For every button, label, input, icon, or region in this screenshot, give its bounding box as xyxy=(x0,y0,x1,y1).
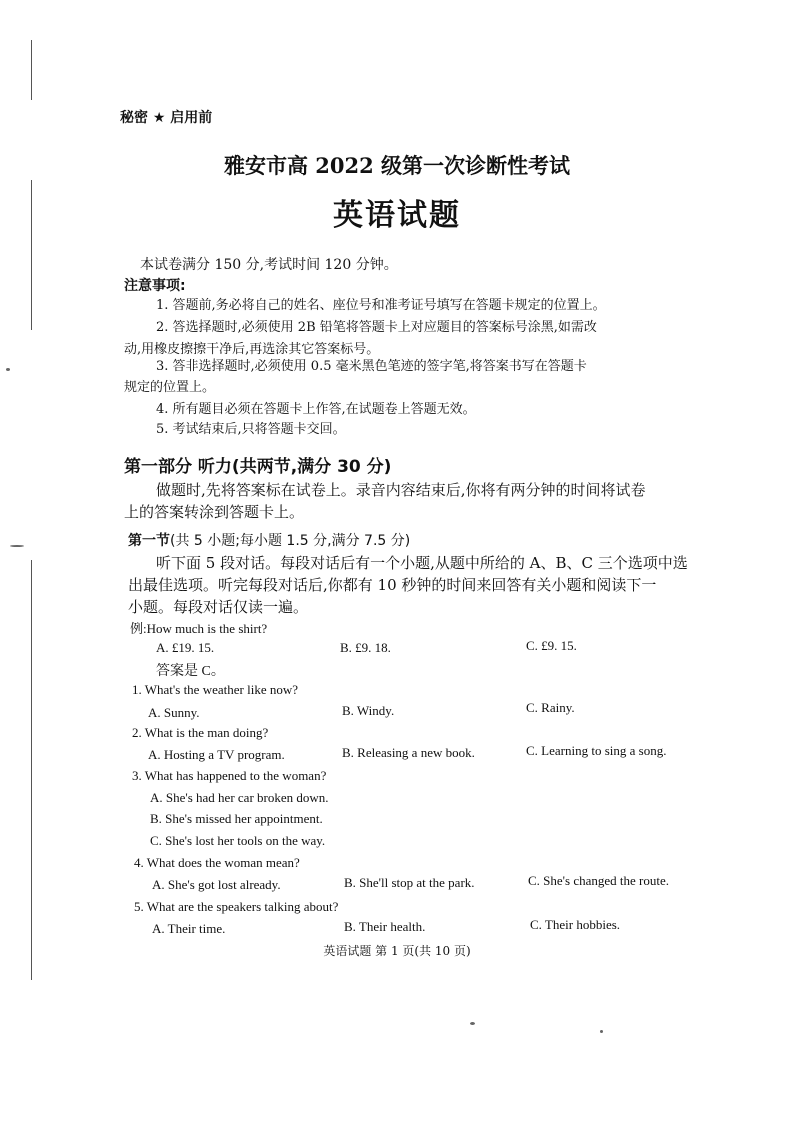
question-1-option-b: B. Windy. xyxy=(342,703,395,718)
notice-line: 4. 所有题目必须在答题卡上作答,在试题卷上答题无效。 xyxy=(156,402,476,417)
exam-subtitle: 英语试题 xyxy=(333,198,461,233)
notice-line: 动,用橡皮擦擦干净后,再选涂其它答案标号。 xyxy=(124,342,380,357)
question-3-option-a: A. She's had her car broken down. xyxy=(150,790,329,805)
question-5-option-a: A. Their time. xyxy=(152,921,226,936)
notice-heading: 注意事项: xyxy=(124,278,186,294)
part1-instruction: 上的答案转涂到答题卡上。 xyxy=(124,503,305,521)
notice-line: 2. 答选择题时,必须使用 2B 铅笔将答题卡上对应题目的答案标号涂黑,如需改 xyxy=(156,320,597,335)
question-1-option-c: C. Rainy. xyxy=(526,700,575,715)
confidential-label: 秘密 ★ 启用前 xyxy=(120,110,213,126)
question-5-option-b: B. Their health. xyxy=(344,919,426,934)
question-4-option-c: C. She's changed the route. xyxy=(528,873,669,888)
question-4: 4. What does the woman mean? xyxy=(134,855,300,870)
example-question: 例:How much is the shirt? xyxy=(130,621,268,636)
question-2: 2. What is the man doing? xyxy=(132,725,269,740)
example-answer: 答案是 C。 xyxy=(156,664,225,679)
notice-line: 1. 答题前,务必将自己的姓名、座位号和准考证号填写在答题卡规定的位置上。 xyxy=(156,298,606,313)
question-1-option-a: A. Sunny. xyxy=(148,705,200,720)
question-3: 3. What has happened to the woman? xyxy=(132,768,327,783)
notice-line: 3. 答非选择题时,必须使用 0.5 毫米黑色笔迹的签字笔,将答案书写在答题卡 xyxy=(156,359,587,374)
section1-instruction: 听下面 5 段对话。每段对话后有一个小题,从题中所给的 A、B、C 三个选项中选 xyxy=(156,554,688,572)
section1-heading-rest: (共 5 小题;每小题 1.5 分,满分 7.5 分) xyxy=(170,533,411,549)
scan-speck xyxy=(6,368,10,371)
question-3-option-c: C. She's lost her tools on the way. xyxy=(150,833,326,848)
question-2-option-b: B. Releasing a new book. xyxy=(342,745,475,760)
page-footer: 英语试题 第 1 页(共 10 页) xyxy=(323,944,471,958)
notice-line: 5. 考试结束后,只将答题卡交回。 xyxy=(156,422,346,437)
question-5-option-c: C. Their hobbies. xyxy=(530,917,621,932)
question-1: 1. What's the weather like now? xyxy=(132,682,298,697)
scan-edge-line xyxy=(31,560,32,980)
part1-heading: 第一部分 听力(共两节,满分 30 分) xyxy=(124,457,392,477)
example-option-c: C. £9. 15. xyxy=(526,638,577,653)
example-option-a: A. £19. 15. xyxy=(156,640,215,655)
example-option-b: B. £9. 18. xyxy=(340,640,391,655)
exam-title: 雅安市高 2022 级第一次诊断性考试 xyxy=(223,153,571,178)
scan-edge-line xyxy=(31,40,32,100)
question-2-option-a: A. Hosting a TV program. xyxy=(148,747,285,762)
scan-speck xyxy=(470,1022,475,1025)
section1-instruction: 小题。每段对话仅读一遍。 xyxy=(128,598,309,616)
question-4-option-a: A. She's got lost already. xyxy=(152,877,281,892)
question-5: 5. What are the speakers talking about? xyxy=(134,899,339,914)
notice-line: 规定的位置上。 xyxy=(124,380,216,395)
section1-heading-bold: 第一节 xyxy=(128,533,170,549)
intro-text: 本试卷满分 150 分,考试时间 120 分钟。 xyxy=(140,257,398,273)
question-2-option-c: C. Learning to sing a song. xyxy=(526,743,667,758)
section1-heading xyxy=(128,530,410,550)
part1-instruction: 做题时,先将答案标在试卷上。录音内容结束后,你将有两分钟的时间将试卷 xyxy=(156,481,646,499)
question-3-option-b: B. She's missed her appointment. xyxy=(150,811,323,826)
question-4-option-b: B. She'll stop at the park. xyxy=(344,875,475,890)
section1-instruction: 出最佳选项。听完每段对话后,你都有 10 秒钟的时间来回答有关小题和阅读下一 xyxy=(128,576,657,594)
scan-speck xyxy=(600,1030,603,1033)
scan-speck xyxy=(10,545,24,547)
